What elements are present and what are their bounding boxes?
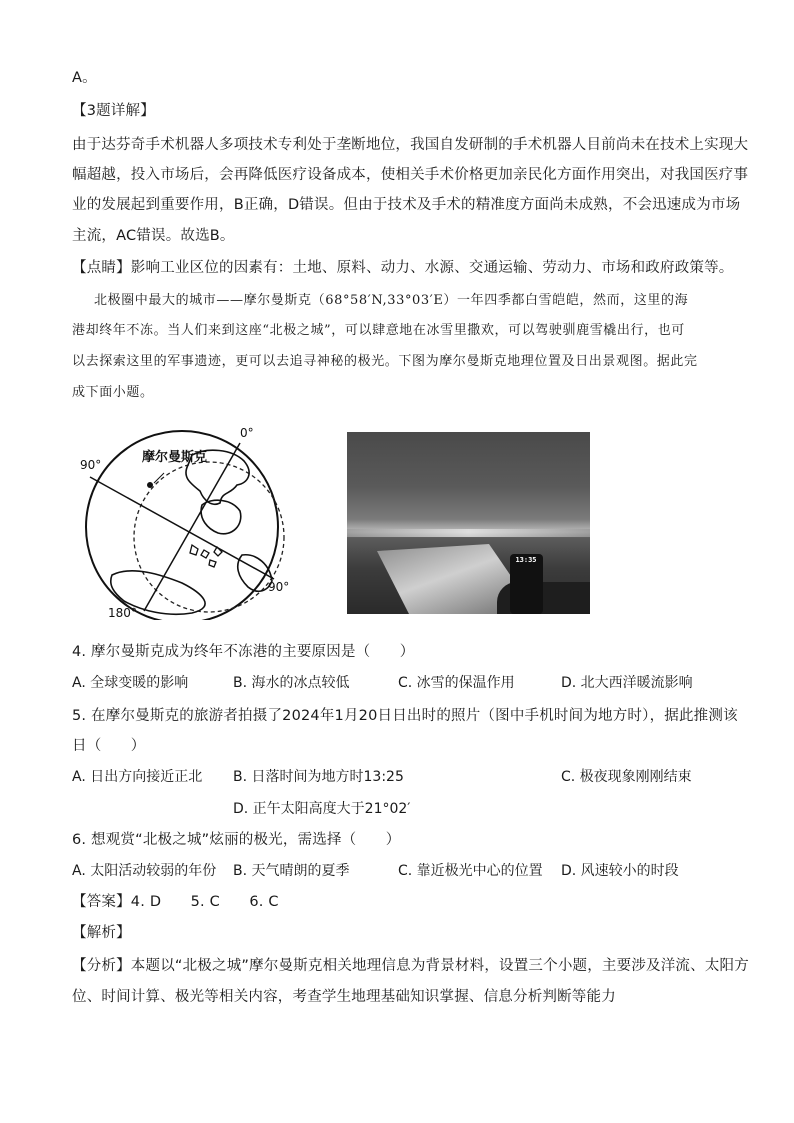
q6-option-a: A. 太阳活动较弱的年份 bbox=[72, 863, 217, 879]
q6-option-d: D. 风速较小的时段 bbox=[561, 863, 679, 879]
q3-heading: 【3题详解】 bbox=[72, 103, 155, 119]
question-4-stem: 4. 摩尔曼斯克成为终年不冻港的主要原因是（ ） bbox=[72, 644, 415, 660]
passage-line: 成下面小题。 bbox=[72, 385, 154, 400]
q3-line: 主流，AC错误。故选B。 bbox=[72, 228, 235, 244]
passage-line: 以去探索这里的军事遗迹，更可以去追寻神秘的极光。下图为摩尔曼斯克地理位置及日出景观图。据此完 bbox=[72, 354, 698, 369]
top-answer: A。 bbox=[72, 70, 97, 86]
city-label: 摩尔曼斯克 bbox=[142, 450, 208, 465]
q4-option-b: B. 海水的冰点较低 bbox=[233, 675, 350, 691]
q6-option-c: C. 靠近极光中心的位置 bbox=[398, 863, 543, 879]
polar-map bbox=[72, 425, 302, 620]
q5-option-b: B. 日落时间为地方时13:25 bbox=[233, 769, 404, 785]
q6-option-b: B. 天气晴朗的夏季 bbox=[233, 863, 350, 879]
q3-line: 幅超越，投入市场后，会再降低医疗设备成本，使相关手术价格更加亲民化方面作用突出，对我国医疗事 bbox=[72, 167, 749, 183]
lon-90w-label: 90° bbox=[80, 458, 102, 472]
q5-option-c: C. 极夜现象刚刚结束 bbox=[561, 769, 692, 785]
passage-line: 港却终年不冻。当人们来到这座“北极之城”，可以肆意地在冰雪里撒欢，可以驾驶驯鹿雪橇出行，也可 bbox=[72, 323, 685, 338]
q3-line: 业的发展起到重要作用，B正确，D错误。但由于技术及手术的精准度方面尚未成熟，不会迅速成为市场 bbox=[72, 197, 741, 213]
lon-90e-label: 90° bbox=[268, 580, 290, 594]
meridian-90 bbox=[90, 477, 274, 579]
q4-option-c: C. 冰雪的保温作用 bbox=[398, 675, 515, 691]
question-5-stem: 5. 在摩尔曼斯克的旅游者拍摄了2024年1月20日日出时的照片（图中手机时间为地方时），据此推测该 bbox=[72, 708, 738, 724]
greenland bbox=[201, 500, 241, 534]
fenxi-line: 位、时间计算、极光等相关内容，考查学生地理基础知识掌握、信息分析判断等能力 bbox=[72, 989, 616, 1005]
q4-option-a: A. 全球变暖的影响 bbox=[72, 675, 189, 691]
q3-line: 由于达芬奇手术机器人多项技术专利处于垄断地位，我国自发研制的手术机器人目前尚未在技术上实现大 bbox=[72, 137, 749, 153]
answer-line: 【答案】4. D 5. C 6. C bbox=[72, 894, 279, 910]
lon-180-label: 180° bbox=[108, 606, 137, 620]
passage-line: 北极圈中最大的城市——摩尔曼斯克（68°58′N,33°03′E）一年四季都白雪皑皑，然而，这里的海 bbox=[94, 293, 689, 308]
lon-0-label: 0° bbox=[240, 426, 254, 440]
q4-option-d: D. 北大西洋暖流影响 bbox=[561, 675, 693, 691]
jiexi-heading: 【解析】 bbox=[72, 925, 131, 941]
fenxi-line: 【分析】本题以“北极之城”摩尔曼斯克相关地理信息为背景材料，设置三个小题，主要涉及洋流、太阳方 bbox=[72, 958, 749, 974]
q5-option-d: D. 正午太阳高度大于21°02′ bbox=[233, 801, 411, 817]
horizon-glow bbox=[347, 529, 590, 537]
question-6-stem: 6. 想观赏“北极之城”炫丽的极光，需选择（ ） bbox=[72, 832, 401, 848]
q5-option-a: A. 日出方向接近正北 bbox=[72, 769, 203, 785]
phone-time: 13:35 bbox=[515, 556, 537, 564]
dianjing-note: 【点睛】影响工业区位的因素有：土地、原料、动力、水源、交通运输、劳动力、市场和政府政策等。 bbox=[72, 260, 734, 276]
question-5-stem: 日（ ） bbox=[72, 738, 146, 754]
sunrise-photo bbox=[347, 432, 590, 614]
murmansk-dot bbox=[147, 482, 153, 488]
meridian-0-180 bbox=[144, 443, 240, 611]
